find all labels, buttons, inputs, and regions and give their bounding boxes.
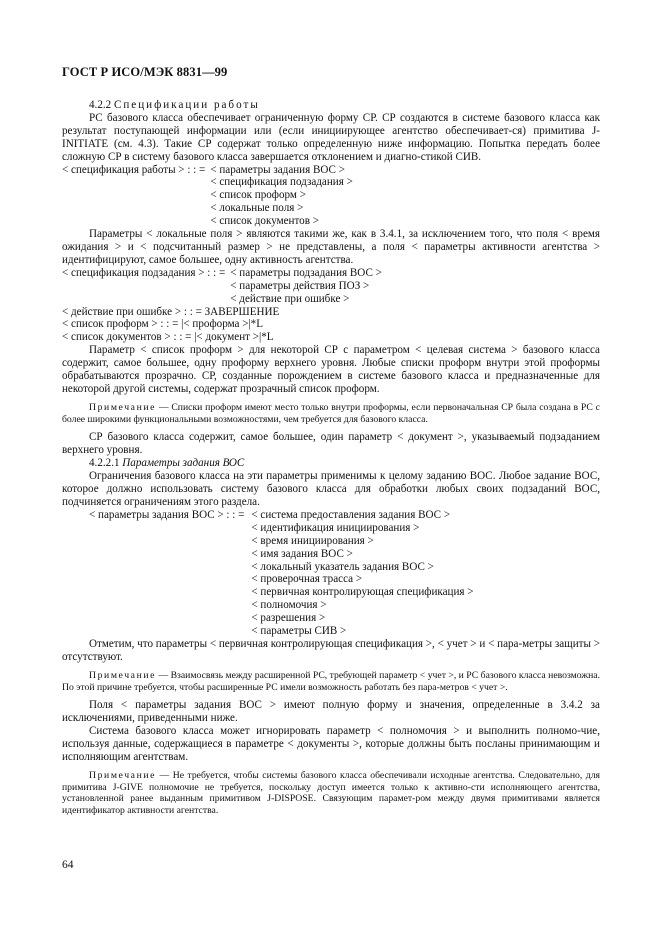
- section-number: 4.2.2: [89, 99, 112, 111]
- grammar-item: < имя задания ВОС >: [251, 547, 353, 560]
- note-label: Примечание: [89, 769, 157, 781]
- grammar-item: < список документов >: [210, 215, 319, 228]
- grammar-lhs: < спецификация подзадания > : : =: [62, 266, 226, 279]
- grammar-rule-job-spec: [62, 164, 600, 229]
- grammar-lhs: < спецификация работы > : : =: [62, 163, 206, 176]
- paragraph: Отметим, что параметры < первичная контролирующая спецификация >, < учет > и < пара-метры защиты > отсутствуют.: [62, 637, 600, 663]
- grammar-item: < список проформ >: [210, 189, 306, 202]
- grammar-item: < идентификация инициирования >: [251, 521, 420, 534]
- grammar-item: < спецификация подзадания >: [210, 176, 353, 189]
- paragraph: РС базового класса обеспечивает ограниченную форму СР. СР создаются в системе базового класса как результат поступающей информации или (если инициирующее агентство обеспечивает-ся) примитива J-INITIATE (см. 4.3). Такие СР содержат только определенную ниже информацию. Попытка передать более сложную СР в систему базового класса завершается отклонением и диагно-стикой СИВ.: [62, 111, 600, 163]
- paragraph: Параметры < локальные поля > являются такими же, как в 3.4.1, за исключением того, что поля < время ожидания > и < подсчитанный размер > не представлены, а поля < параметры активности агентства > идентифицируют, самое большее, одну активность агентства.: [62, 228, 600, 266]
- grammar-item: < параметры задания ВОС >: [210, 163, 345, 176]
- grammar-rule-document-list: < список документов > : : = |< документ >|*L: [62, 331, 274, 344]
- note-text: — Списки проформ имеют место только внутри проформы, если первоначальная СР была создана в РС с более широкими функциональными возможностями, чем требуется для базового класса.: [62, 401, 600, 425]
- paragraph: Ограничения базового класса на эти параметры применимы к целому заданию ВОС. Любое задание ВОС, которое должно использовать систему базового класса для обработки любых своих подзаданий ВОС, подчиняется ограничениям этого раздела.: [62, 470, 600, 508]
- grammar-item: < разрешения >: [251, 612, 326, 625]
- grammar-item: < параметры подзадания ВОС >: [230, 266, 382, 279]
- paragraph: Поля < параметры задания ВОС > имеют полную форму и значения, определенные в 3.4.2 за исключениями, приведенными ниже.: [62, 699, 600, 725]
- grammar-rhs: [251, 509, 473, 638]
- grammar-rule-proforma-list: < список проформ > : : = |< проформа >|*L: [62, 318, 264, 331]
- note-text: — Взаимосвязь между расширенной РС, требующей параметр < учет >, и РС базового класса невозможна. По этой причине требуется, чтобы расширенные РС имели возможность работать без пара-метров < учет >.: [62, 669, 600, 693]
- note: [62, 770, 600, 817]
- section-heading-4-2-2-1: [62, 457, 600, 470]
- grammar-rule-job-params: [62, 509, 600, 638]
- grammar-rule-error-action: < действие при ошибке > : : = ЗАВЕРШЕНИЕ: [62, 305, 280, 318]
- paragraph: Система базового класса может игнорировать параметр < полномочия > и выполнить полномо-чие, используя данные, содержащиеся в параметре < документы >, которые должны быть посланы принимающим и исполняющим агентствам.: [62, 725, 600, 763]
- grammar-item: < время инициирования >: [251, 534, 374, 547]
- page-number: 64: [62, 859, 74, 871]
- paragraph: Параметр < список проформ > для некоторой СР с параметром < целевая система > базового класса содержит, самое большее, одну проформу верхнего уровня. Любые списки проформ внутри этой проформы обрабатываются прозрачно. СР, созданные порождением в системе базового класса и предназначенные для некоторой другой системы, содержат прозрачный список проформ.: [62, 344, 600, 395]
- grammar-item: < полномочия >: [251, 599, 327, 612]
- running-header: ГОСТ Р ИСО/МЭК 8831—99: [62, 65, 228, 79]
- grammar-item: < первичная контролирующая спецификация >: [251, 586, 474, 599]
- grammar-item: < параметры действия ПОЗ >: [230, 279, 370, 292]
- grammar-lhs: < параметры задания ВОС > : : =: [89, 508, 245, 521]
- paragraph: СР базового класса содержит, самое большее, один параметр < документ >, указываемый подзаданием верхнего уровня.: [62, 431, 600, 457]
- note: [62, 670, 600, 694]
- note-label: Примечание: [89, 401, 157, 413]
- section-number: 4.2.2.1: [89, 457, 120, 470]
- grammar-item: < действие при ошибке >: [230, 292, 350, 305]
- section-heading-4-2-2: [62, 99, 600, 112]
- grammar-rhs: [210, 164, 353, 229]
- grammar-item: < система предоставления задания ВОС >: [251, 508, 451, 521]
- grammar-rhs: [230, 267, 382, 306]
- grammar-item: < проверочная трасса >: [251, 573, 363, 586]
- grammar-item: < параметры СИВ >: [251, 625, 347, 638]
- note: [62, 402, 600, 426]
- grammar-item: < локальные поля >: [210, 202, 304, 215]
- note-text: — Не требуется, чтобы системы базового класса обеспечивали исходные агентства. Следовательно, для примитива J-GIVE полномочие не требуется, поскольку доступ имеется только к активно-сти исполняющего агентства, установленной ранее выданным примитивом J-DISPOSE. Связующим парамет-ром между двумя примитивами является идентификатор активности агентства.: [62, 769, 600, 817]
- grammar-item: < локальный указатель задания ВОС >: [251, 560, 434, 573]
- section-title: Спецификации работы: [113, 99, 260, 111]
- section-title: Параметры задания ВОС: [122, 457, 245, 470]
- grammar-rule-subjob-spec: [62, 267, 600, 306]
- note-label: Примечание: [89, 669, 157, 681]
- page-content: [62, 99, 600, 823]
